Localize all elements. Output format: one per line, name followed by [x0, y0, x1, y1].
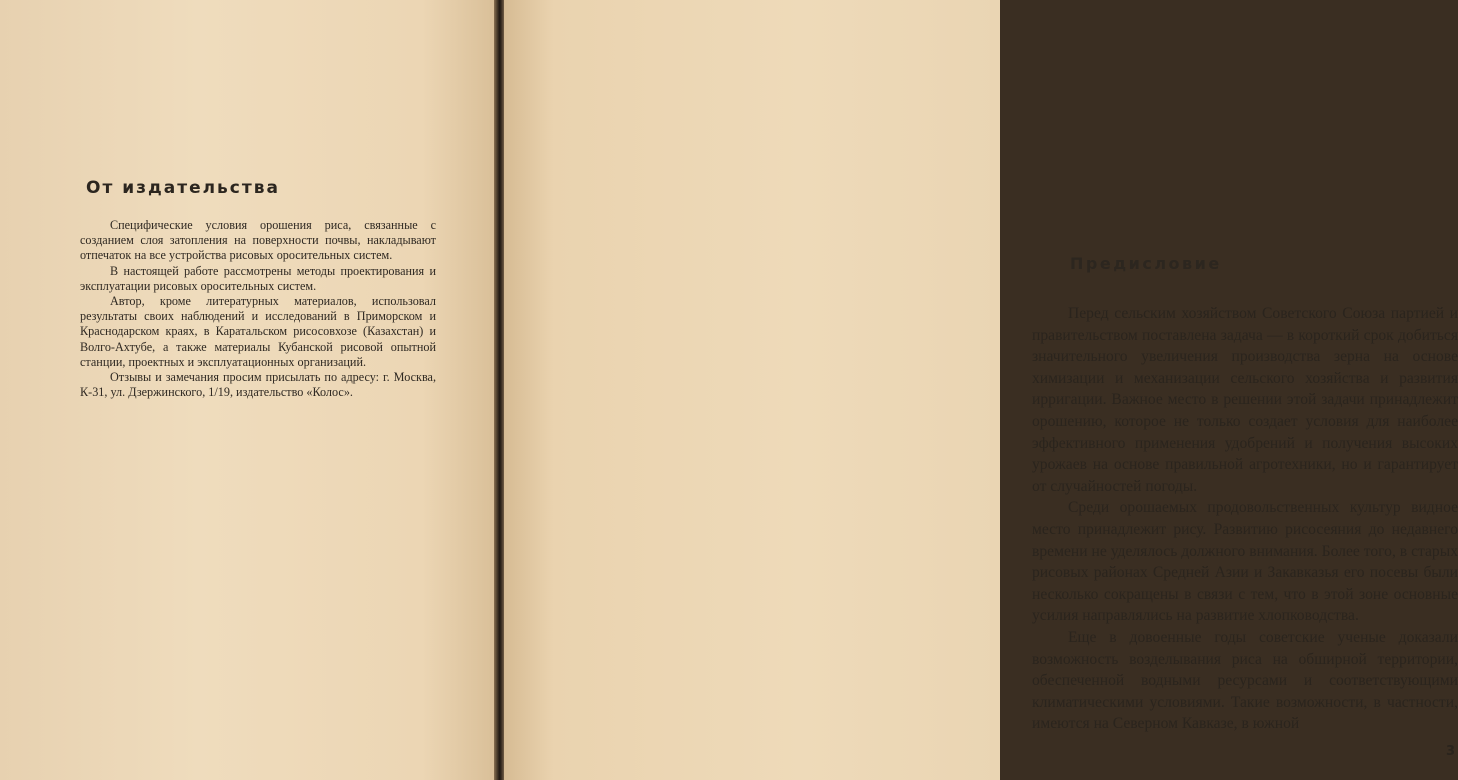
right-page [504, 0, 1458, 780]
publisher-note-paragraph: Отзывы и замечания просим присылать по адресу: г. Москва, К-31, ул. Дзержинского, 1/19, издательство «Колос». [80, 370, 436, 400]
foreword-heading: Предисловие [1070, 254, 1222, 273]
publisher-note-paragraph: Специфические условия орошения риса, связанные с созданием слоя затопления на поверхности почвы, накладывают отпечаток на все устройства рисовых оросительных систем. [80, 218, 436, 263]
publisher-note-text [80, 218, 436, 400]
page-number: 3 [1446, 744, 1456, 759]
foreword-paragraph: Среди орошаемых продовольственных культур видное место принадлежит рису. Развитию рисосеяния до недавнего времени не уделялось должного внимания. Более того, в старых рисовых районах Средней Азии и Закавказья его посевы были несколько сокращены в связи с тем, что в этой зоне основные усилия направлялись на развитие хлопководства. [1032, 499, 1458, 625]
publisher-note-paragraph: Автор, кроме литературных материалов, использовал результаты своих наблюдений и исследований в Приморском и Краснодарском краях, в Каратальском рисосовхозе (Казахстан) и Волго-Ахтубе, а также материалы Кубанской рисовой опытной станции, проектных и эксплуатационных организаций. [80, 294, 436, 369]
left-page [0, 0, 496, 780]
foreword-paragraph: Перед сельским хозяйством Советского Союза партией и правительством поставлена задача — в короткий срок добиться значительного увеличения производства зерна на основе химизации и механизации сельского хозяйства и развития ирригации. Важное место в решении этой задачи принадлежит орошению, которое не только создает условия для наиболее эффективного применения удобрений и получения высоких урожаев на основе правильной агротехники, но и гарантирует от случайностей погоды. [1032, 305, 1458, 495]
publisher-note-heading: От издательства [86, 178, 280, 198]
publisher-note-paragraph: В настоящей работе рассмотрены методы проектирования и эксплуатации рисовых оросительных систем. [80, 263, 436, 293]
foreword-paragraph: Еще в довоенные годы советские ученые доказали возможность возделывания риса на обширной территории, обеспеченной водными ресурсами и соответствующими климатическими условиями. Такие возможности, в частности, имеются на Северном Кавказе, в южной [1032, 628, 1458, 733]
foreword-text [1032, 303, 1458, 735]
